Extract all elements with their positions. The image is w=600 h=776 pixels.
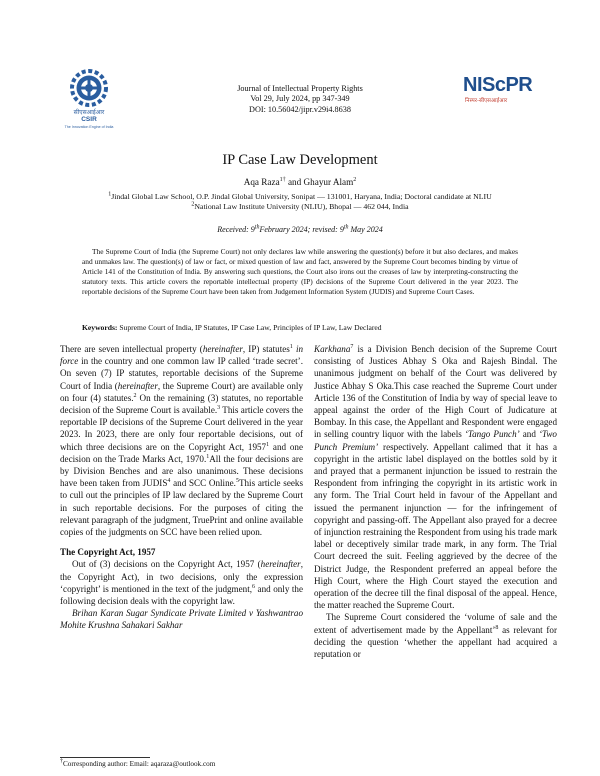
journal-header	[0, 84, 600, 115]
text-run: hereinafter	[260, 559, 301, 570]
affiliations	[50, 192, 550, 213]
author-1: Aqa Raza	[243, 177, 280, 187]
received-mid: February 2024; revised: 9	[259, 225, 344, 234]
journal-doi: DOI: 10.56042/jipr.v29i4.8638	[249, 104, 351, 114]
affiliation-1-sup: 1	[108, 191, 112, 198]
text-run: All the four decisions are by Division Benches and are also unanimous. These decisions have been taken from JUDIS	[60, 453, 303, 489]
author-list	[0, 177, 600, 187]
received-dates	[0, 225, 600, 234]
text-run: Out of (3) decisions on the Copyright Act, 1957 (	[72, 559, 261, 570]
footnote-ref: 4	[167, 478, 171, 485]
text-run: is a Division Bench decision of the Supreme Court consisting of Justices Abhay S Oka and Rajesh Bindal. The unanimous judgment on behalf of the Court was delivered by Justice Abhay S Oka.This case reached the Supreme Court under Article 136 of the Constitution of India by way of special leave to appeal against the order of the High Court of Judicature at Bombay. In this case, the Appellant and Respondent were engaged in selling country liquor with the labels	[314, 344, 557, 440]
footnote-sup: †	[60, 758, 63, 765]
emblem-hindi-text: सीएसआईआर	[73, 109, 105, 116]
niscpr-wordmark: NIScPR	[463, 74, 533, 96]
emblem-caption-text: The Innovation Engine of India	[64, 125, 114, 129]
text-run: respectively. Appellant calimed that it has a copyright in the artistic label displayed on the bottles sold by it and prayed that a permanent injunction be issued to restrain the Respondent from infringing the copyright in its artistic work in any form. The Trial Court held in favour of the Appellant and issued the permanent injunction — for the infringement of copyright and passing-off. The Appellant also prayed for a decree of injunction restraining the Respondent from using his trade mark label or deceptively similar trade mark, in any form. The Trial Court decreed the suit. Feeling aggrieved by the decree of the District Judge, the Respondent preferred an appeal before the High Court, where the High Court stayed the execution and operation of the decree till the final disposal of the appeal. Hence, the matter reached the Supreme Court.	[314, 441, 557, 611]
text-run: as relevant for deciding the question ‘whether the appellant had acquired a reputation or	[314, 624, 557, 660]
footnote-ref: 8	[495, 624, 499, 631]
text-run: and one decision on the Trade Marks Act, 1970.	[60, 441, 303, 464]
affiliation-2-text: National Law Institute University (NLIU), Bhopal — 462 044, India	[194, 202, 409, 212]
niscpr-hindi-subtext: निस्पर-सीएसआईआर	[465, 98, 508, 104]
body-left-column	[60, 343, 303, 632]
case-paragraph	[314, 343, 557, 611]
text-run: Karkhana	[314, 344, 351, 354]
author-1-sup: 1†	[279, 176, 286, 183]
abstract: The Supreme Court of India (the Supreme Court) not only declares law while answering the question(s) before it but also declares, and makes and unmakes law. The question(s) of law or fact, or mixed question of law and fact, answered by the Supreme Court becomes binding by virtue of Article 141 of the Constitution of India. By answering such questions, the Court also irons out the creases of law by interpreting-constructing the statutory texts. This article covers the reportable intellectual property (IP) decisions of the Supreme Court delivered in the year 2023. The reportable decisions of the Supreme Court have been taken from Judgement Information System (JUDIS) and Supreme Court Cases.	[82, 247, 518, 296]
text-run: and only the following decision deals with the copyright law.	[60, 583, 303, 607]
affiliation-2-sup: 2	[191, 201, 195, 208]
text-run: hereinafter	[117, 380, 158, 391]
case-name-paragraph	[60, 607, 303, 631]
text-run: , the Copyright Act), in two decisions, only the expression ‘copyright’ is mentioned in the text of the judgment,	[60, 559, 303, 594]
court-consideration-paragraph	[314, 611, 557, 660]
text-run: ‘Two Punch Premium’	[314, 429, 557, 452]
text-run: There are seven intellectual property (	[60, 344, 203, 354]
journal-name: Journal of Intellectual Property Rights	[237, 84, 363, 93]
author-and: and	[285, 177, 304, 187]
received-sup-1: th	[254, 224, 260, 231]
keywords-text: Supreme Court of India, IP Statutes, IP Case Law, Principles of IP Law, Law Declared	[117, 323, 382, 332]
text-run: , IP) statutes	[242, 344, 290, 354]
text-run: The Supreme Court considered the ‘volume of sale and the extent of advertisement made by the Appellant’	[314, 612, 557, 635]
text-run: , the Supreme Court) are available only on four (4) statutes.	[60, 380, 303, 403]
received-post: May 2024	[348, 225, 383, 234]
footnote-ref: 1	[266, 441, 270, 448]
copyright-paragraph	[60, 558, 303, 607]
affiliation-1	[50, 192, 550, 202]
footnote	[60, 760, 215, 768]
keywords	[82, 323, 518, 332]
text-run: in force	[60, 344, 304, 367]
journal-volume: Vol 29, July 2024, pp 347-349	[250, 94, 350, 104]
affiliation-1-text: Jindal Global Law School, O.P. Jindal Global University, Sonipat — 131001, Haryana, India; Doctoral candidate at NLIU	[111, 192, 492, 201]
text-run: On the remaining (3) statutes, no reportable decision of the Supreme Court is available.	[60, 392, 303, 416]
footnote-divider	[60, 757, 150, 758]
footnote-ref: 1	[289, 343, 293, 350]
text-run: in the country and one common law IP called ‘trade secret’. On seven (7) IP statutes, reportable decisions of the Supreme Court of India (	[60, 356, 303, 391]
section-heading: The Copyright Act, 1957	[60, 547, 156, 558]
author-2: Ghayur Alam	[303, 177, 354, 187]
paper-title: IP Case Law Development	[222, 152, 378, 168]
case-name: Brihan Karan Sugar Syndicate Private Limited v Yashwantrao Mohite Krushna Sahakari Sakhar	[60, 608, 303, 631]
footnote-ref: 5	[235, 478, 239, 485]
footnote-ref: 3	[217, 404, 221, 411]
keywords-label: Keywords:	[82, 323, 118, 332]
text-run: This article covers the reportable IP decisions of the Supreme Court delivered in the year 2023. In 2023, there are only four reportable decisions, out of which three decisions are on the Copyright Act, 1957	[60, 405, 304, 452]
body-right-column	[314, 343, 557, 660]
received-sup-2: th	[343, 224, 349, 231]
text-run: and	[519, 429, 539, 440]
affiliation-2	[50, 202, 550, 212]
text-run: ‘Tango Punch’	[464, 429, 520, 440]
received-pre: Received: 9	[217, 225, 255, 234]
footnote-ref: 2	[133, 392, 137, 399]
author-2-sup: 2	[353, 176, 357, 183]
intro-paragraph	[60, 343, 303, 538]
text-run: and SCC Online.	[170, 478, 236, 489]
emblem-org-text: CSIR	[81, 116, 97, 123]
footnote-ref: 6	[252, 583, 256, 590]
footnote-ref: 1	[206, 453, 210, 460]
text-run: This article seeks to cull out the principles of IP law declared by the Supreme Court in such reportable decisions. For the purposes of citing the relevant paragraph of the judgment, TruePrint and online available copies of the judgments on SCC have been relied upon.	[60, 478, 303, 538]
text-run: hereinafter	[202, 344, 243, 354]
footnote-ref: 7	[350, 343, 354, 350]
footnote-text: Corresponding author: Email: aqaraza@outlook.com	[63, 760, 216, 768]
